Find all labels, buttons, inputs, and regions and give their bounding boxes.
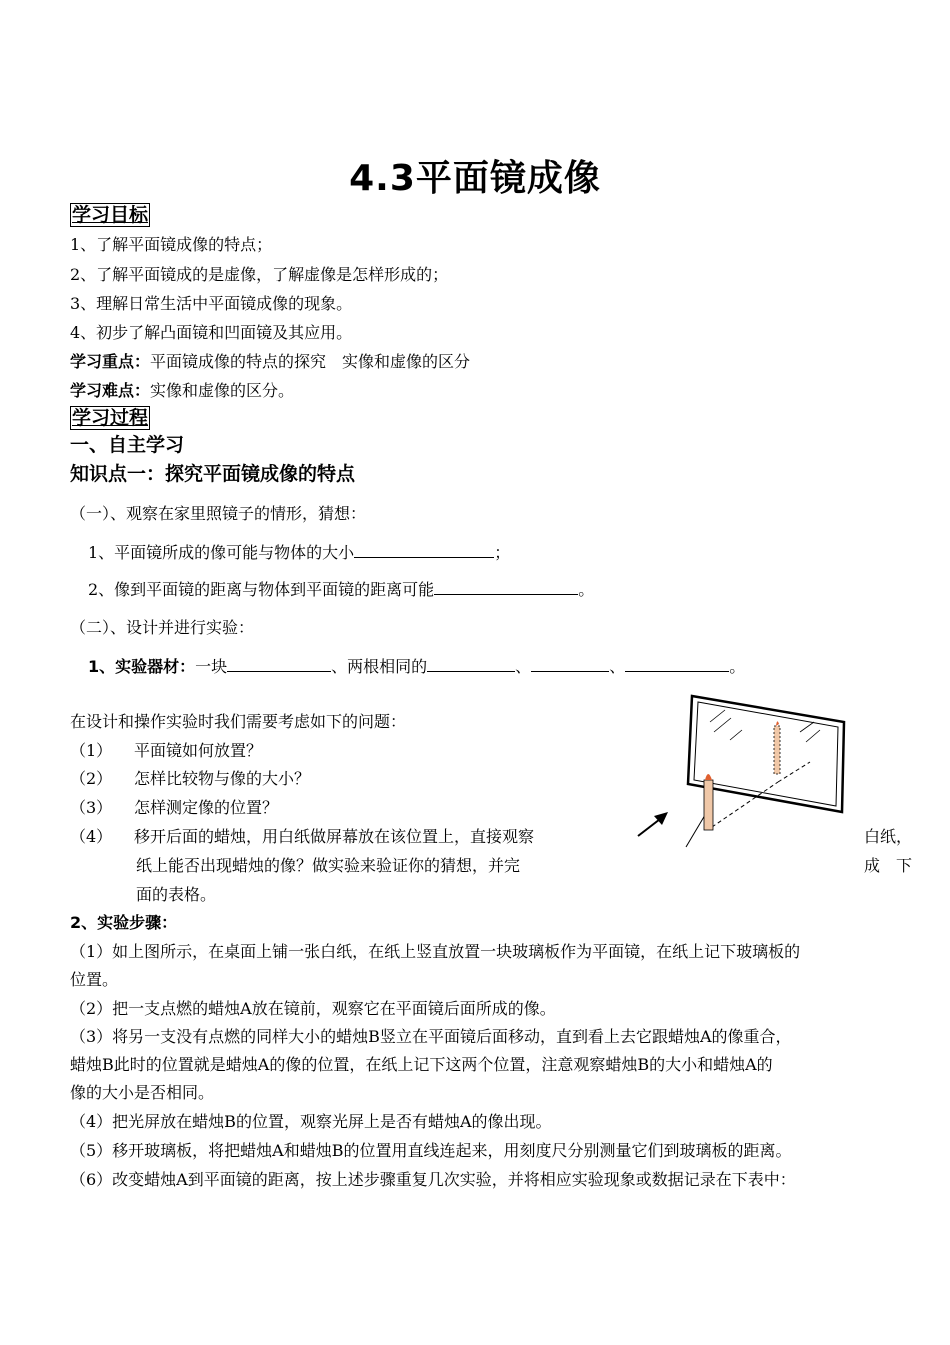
guess-1-blank[interactable] [354, 541, 494, 558]
step-6: （6）改变蜡烛A到平面镜的距离，按上述步骤重复几次实验，并将相应实验现象或数据记录在下表中： [70, 1170, 796, 1189]
difficulty-label: 学习难点： [70, 381, 151, 400]
section-self-study: 一、自主学习 [70, 434, 185, 456]
glass-glint [806, 730, 820, 742]
step-3: （3）将另一支没有点燃的同样大小的蜡烛B竖立在平面镜后面移动，直到看上去它跟蜡烛A的像重合， [70, 1027, 792, 1046]
question-4-continuation: 白纸， [864, 827, 913, 846]
goal-item: 2、了解平面镜成的是虚像，了解虚像是怎样形成的； [70, 265, 449, 284]
materials-label: 1、实验器材： [88, 657, 196, 676]
question-4-line-2: 纸上能否出现蜡烛的像？做实验来验证你的猜想，并完 [136, 856, 521, 875]
glass-glint [730, 730, 742, 740]
question-item: （1） 平面镜如何放置？ [70, 741, 263, 760]
materials-blank-4[interactable] [625, 655, 729, 672]
goal-item: 1、了解平面镜成像的特点； [70, 235, 273, 254]
key-point-text: 平面镜成像的特点的探究 实像和虚像的区分 [150, 352, 471, 371]
materials-blank-2[interactable] [427, 655, 515, 672]
page-title: 4.3平面镜成像 [349, 158, 601, 199]
connecting-dashed-line [712, 782, 778, 827]
goal-item: 3、理解日常生活中平面镜成像的现象。 [70, 294, 353, 313]
step-3-cont: 蜡烛B此时的位置就是蜡烛A的像的位置，在纸上记下这两个位置，注意观察蜡烛B的大小和蜡烛A的 [70, 1055, 773, 1074]
goals-heading-row [70, 204, 150, 227]
key-point-label: 学习重点： [70, 352, 151, 371]
key-point [70, 351, 470, 373]
candle-a [704, 780, 713, 830]
question-4-continuation: 成 下 [864, 856, 913, 875]
connecting-dashed-line [778, 762, 810, 782]
question-item: （4） 移开后面的蜡烛，用白纸做屏幕放在该位置上，直接观察 [70, 827, 535, 846]
question-item: （3） 怎样测定像的位置？ [70, 798, 279, 817]
difficulty-text: 实像和虚像的区分。 [150, 381, 295, 400]
step-2: （2）把一支点燃的蜡烛A放在镜前，观察它在平面镜后面所成的像。 [70, 999, 556, 1018]
glass-glint [710, 710, 725, 722]
step-5: （5）移开玻璃板，将把蜡烛A和蜡烛B的位置用直线连起来，用刻度尺分别测量它们到玻璃板的距离。 [70, 1141, 792, 1160]
question-item: （2） 怎样比较物与像的大小？ [70, 769, 311, 788]
knowledge-point-1: 知识点一：探究平面镜成像的特点 [70, 463, 356, 485]
question-4-line-3: 面的表格。 [136, 885, 217, 904]
candle-b [774, 726, 780, 774]
materials-row: 1、实验器材：一块 、两根相同的 、 、 。 [88, 657, 746, 676]
difficulty-point [70, 380, 294, 402]
step-1: （1）如上图所示，在桌面上铺一张白纸，在纸上竖直放置一块玻璃板作为平面镜，在纸上记下玻璃板的 [70, 942, 801, 961]
guess-2: 2、像到平面镜的距离与物体到平面镜的距离可能 。 [88, 580, 595, 599]
materials-blank-3[interactable] [531, 655, 609, 672]
goal-item: 4、初步了解凸面镜和凹面镜及其应用。 [70, 323, 353, 342]
part-2-heading: （二）、设计并进行实验： [70, 618, 255, 637]
part-1-heading: （一）、观察在家里照镜子的情形，猜想： [70, 504, 367, 523]
candle-a-flame [705, 774, 712, 780]
glass-glint [800, 722, 814, 732]
goals-heading: 学习目标 [72, 204, 149, 226]
consider-intro: 在设计和操作实验时我们需要考虑如下的问题： [70, 712, 407, 731]
mirror-experiment-figure [630, 692, 870, 852]
process-heading-row [70, 407, 150, 430]
step-4: （4）把光屏放在蜡烛B的位置，观察光屏上是否有蜡烛A的像出现。 [70, 1112, 552, 1131]
glass-glint [714, 718, 731, 732]
candle-b-flame [776, 721, 779, 726]
guess-1: 1、平面镜所成的像可能与物体的大小 ； [88, 543, 511, 562]
materials-blank-1[interactable] [227, 655, 331, 672]
process-heading: 学习过程 [72, 407, 149, 429]
step-3-cont: 像的大小是否相同。 [70, 1083, 215, 1102]
guess-2-blank[interactable] [434, 578, 578, 595]
step-1-cont: 位置。 [70, 970, 119, 989]
steps-heading: 2、实验步骤： [70, 913, 178, 932]
